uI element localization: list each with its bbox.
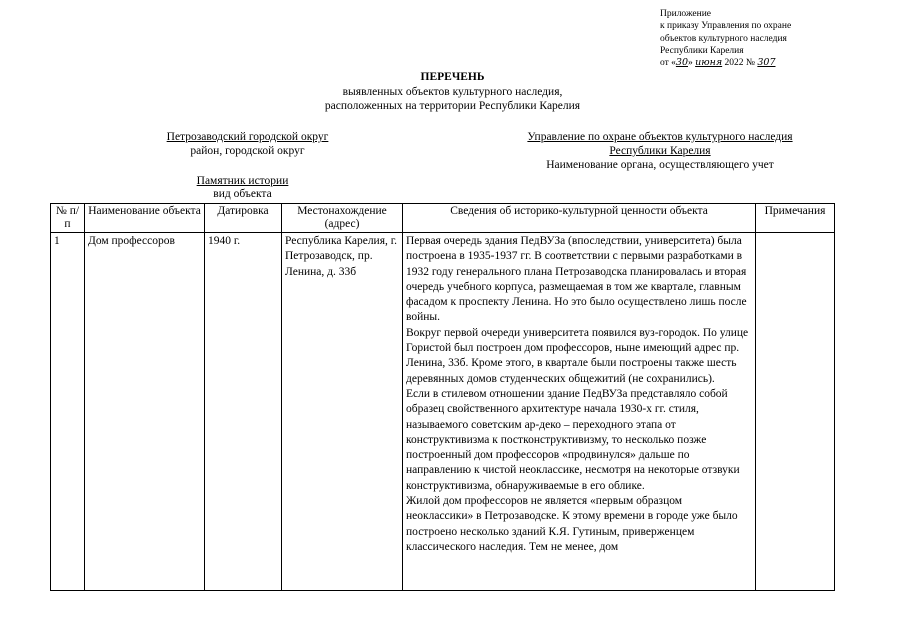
cell-date: 1940 г. [205,233,282,591]
document-title: ПЕРЕЧЕНЬ [420,71,485,83]
appendix-line: Республики Карелия [660,45,744,56]
authority-block [480,130,840,172]
appendix-line: Приложение [660,9,711,19]
date-month: июня [695,57,723,69]
appendix-date-line [660,57,791,69]
table-row [51,233,835,591]
object-type-value: Памятник истории [196,175,289,187]
date-day: 30 [675,57,688,69]
significance-text [406,234,752,589]
object-type-caption: вид объекта [213,187,272,200]
header-location: Местонахождение (адрес) [282,204,403,233]
date-mid: » [688,58,696,69]
header-num: № п/п [51,204,85,233]
authority-value: Республики Карелия [609,145,711,157]
significance-paragraph: Первая очередь здания ПедВУЗа (впоследствии, университета) была построена в 1935-1937 гг. В соответствии с первыми разработками в 1932 году генерального плана Петрозаводска планировалась и вторая очередь учебного корпуса, размещаемая в том же квартале, главным фасадом к проспекту Ленина. Но это было осуществлено лишь после войны. [406,235,747,324]
appendix-block [660,8,791,69]
appendix-line: к приказу Управления по охране [660,21,792,32]
heritage-table [50,203,835,591]
header-notes: Примечания [756,204,835,233]
cell-notes [756,233,835,591]
object-type-block [170,175,315,200]
document-subtitle: выявленных объектов культурного наследия, [342,86,563,98]
header-date: Датировка [205,204,282,233]
cell-significance [403,233,756,591]
authority-value: Управление по охране объектов культурного наследия [527,131,793,143]
order-number: 307 [757,57,776,69]
document-subtitle: расположенных на территории Республики Карелия [324,100,581,112]
significance-paragraph: Вокруг первой очереди университета появился вуз-городок. По улице Гористой был построен дом профессоров, ныне имеющий адрес пр. Ленина, 33б. Кроме этого, в квартале были построены также шесть деревянных домов студенческих общежитий (не сохранились). [406,326,749,385]
region-value: Петрозаводский городской округ [166,131,329,143]
date-prefix: от « [660,58,676,69]
region-caption: район, городской округ [190,145,305,157]
appendix-line: объектов культурного наследия [660,33,787,44]
date-year: 2022 № [722,58,758,69]
authority-caption: Наименование органа, осуществляющего учет [546,159,774,171]
region-block [130,130,365,158]
cell-num: 1 [51,233,85,591]
header-name: Наименование объекта [85,204,205,233]
cell-location: Республика Карелия, г. Петрозаводск, пр. Ленина, д. 33б [282,233,403,591]
header-significance: Сведения об историко-культурной ценности объекта [403,204,756,233]
significance-paragraph: Если в стилевом отношении здание ПедВУЗа представляло собой образец свойственного архитектуре начала 1930-х гг. стиля, называемого советским ар-деко – переходного этапа от конструктивизма к постконструктивизму, то несколько позже построенный дом профессоров «продвинулся» дальше по направлению к чистой неоклассике, несмотря на некоторые отзвуки конструктивизма, обнаруживаемые в его облике. [406,387,740,492]
cell-name: Дом профессоров [85,233,205,591]
table-header-row [51,204,835,233]
significance-paragraph: Жилой дом профессоров не является «первым образцом неоклассики» в Петрозаводске. К этому времени в городе уже было построено несколько зданий К.Я. Гутиным, приверженцем классического наследия. Тем не менее, дом [406,495,738,553]
